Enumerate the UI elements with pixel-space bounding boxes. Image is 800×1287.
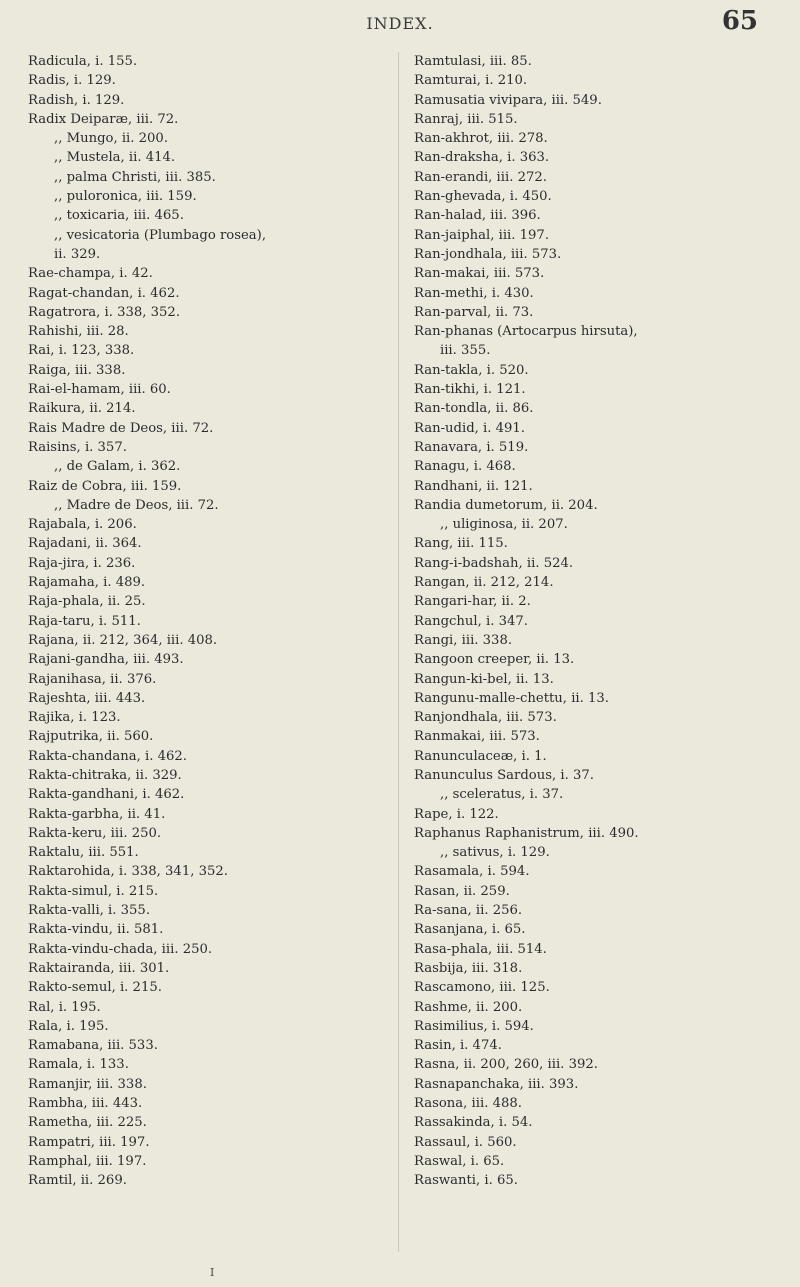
index-entry: ii. 329. bbox=[54, 246, 101, 262]
index-entry: Rasna, ii. 200, 260, iii. 392. bbox=[414, 1057, 598, 1073]
index-entry: Rasin, i. 474. bbox=[414, 1038, 502, 1054]
index-entry: Radicula, i. 155. bbox=[28, 54, 138, 69]
index-entry: Rangari-har, ii. 2. bbox=[414, 594, 531, 610]
index-entry: Rajamaha, i. 489. bbox=[28, 575, 146, 591]
index-entry: Raktarohida, i. 338, 341, 352. bbox=[28, 864, 228, 880]
index-entry: Ran-halad, iii. 396. bbox=[414, 208, 541, 224]
index-entry: Rambha, iii. 443. bbox=[28, 1096, 143, 1112]
index-entry: Rassaul, i. 560. bbox=[414, 1134, 517, 1150]
index-entry: Rakta-vindu, ii. 581. bbox=[28, 922, 164, 938]
index-entry: Radish, i. 129. bbox=[28, 92, 125, 108]
index-entry: Raisins, i. 357. bbox=[28, 439, 127, 455]
index-entry: Raja-phala, ii. 25. bbox=[28, 594, 146, 610]
index-entry: Rajanihasa, ii. 376. bbox=[28, 671, 157, 687]
index-entry: Rangunu-malle-chettu, ii. 13. bbox=[414, 690, 609, 706]
index-entry: Rasona, iii. 488. bbox=[414, 1096, 522, 1112]
index-entry: Ran-udid, i. 491. bbox=[414, 420, 525, 436]
index-entry: Rang, iii. 115. bbox=[414, 536, 508, 552]
index-column-left bbox=[28, 52, 378, 1191]
index-entry: Ran-takla, i. 520. bbox=[414, 362, 529, 378]
index-entry: Raswal, i. 65. bbox=[414, 1153, 505, 1169]
index-entry: Rangoon creeper, ii. 13. bbox=[414, 652, 575, 668]
index-entry: Raswanti, i. 65. bbox=[414, 1173, 518, 1189]
index-entry: Rashme, ii. 200. bbox=[414, 999, 523, 1015]
index-entry: Ramturai, i. 210. bbox=[414, 73, 528, 89]
index-entry: Rascamono, iii. 125. bbox=[414, 980, 550, 996]
index-entry: Rasimilius, i. 594. bbox=[414, 1018, 534, 1034]
index-entry: Ranunculaceæ, i. 1. bbox=[414, 748, 547, 764]
signature-mark: I bbox=[210, 1266, 215, 1279]
index-entry: Rasbija, iii. 318. bbox=[414, 960, 523, 976]
index-entry: Rajana, ii. 212, 364, iii. 408. bbox=[28, 632, 218, 648]
index-entry: Ran-akhrot, iii. 278. bbox=[414, 131, 548, 147]
index-entry: Rakta-garbha, ii. 41. bbox=[28, 806, 166, 822]
index-entry: Randia dumetorum, ii. 204. bbox=[414, 497, 598, 513]
index-entry: Ran-draksha, i. 363. bbox=[414, 150, 550, 166]
index-entry: Rasanjana, i. 65. bbox=[414, 922, 526, 938]
index-entry: ,, de Galam, i. 362. bbox=[54, 459, 181, 475]
index-entry: Rajeshta, iii. 443. bbox=[28, 690, 146, 706]
index-entry: Rangan, ii. 212, 214. bbox=[414, 575, 554, 591]
index-entry: Ramtulasi, iii. 85. bbox=[414, 54, 532, 69]
index-entry: Ranavara, i. 519. bbox=[414, 439, 529, 455]
index-entry: Ranagu, i. 468. bbox=[414, 459, 516, 475]
index-entry: Rala, i. 195. bbox=[28, 1018, 109, 1034]
index-entry: ,, Madre de Deos, iii. 72. bbox=[54, 497, 219, 513]
page-number: 65 bbox=[721, 6, 758, 36]
index-entry: Ran-jondhala, iii. 573. bbox=[414, 246, 562, 262]
index-entry: Rais Madre de Deos, iii. 72. bbox=[28, 420, 214, 436]
index-entry: Rasa-phala, iii. 514. bbox=[414, 941, 547, 957]
index-entry: Rangchul, i. 347. bbox=[414, 613, 528, 629]
index-entry: Ran-jaiphal, iii. 197. bbox=[414, 227, 550, 243]
index-entry: Ran-makai, iii. 573. bbox=[414, 266, 545, 282]
index-entry: Rajika, i. 123. bbox=[28, 710, 121, 726]
index-entry: Randhani, ii. 121. bbox=[414, 478, 533, 494]
index-entry: Ran-tondla, ii. 86. bbox=[414, 401, 534, 417]
index-entry: Rakta-simul, i. 215. bbox=[28, 883, 159, 899]
index-entry: Rajadani, ii. 364. bbox=[28, 536, 142, 552]
index-entry: Rakta-chitraka, ii. 329. bbox=[28, 767, 182, 783]
index-entry: Rahishi, iii. 28. bbox=[28, 324, 129, 340]
index-entry: Raja-taru, i. 511. bbox=[28, 613, 141, 629]
index-entry: Ramtil, ii. 269. bbox=[28, 1173, 127, 1189]
index-entry: Rakta-chandana, i. 462. bbox=[28, 748, 187, 764]
column-divider bbox=[398, 52, 399, 1252]
index-entry: Rakto-semul, i. 215. bbox=[28, 980, 162, 996]
index-entry: Ramabana, iii. 533. bbox=[28, 1038, 158, 1054]
index-entry: Radix Deiparæ, iii. 72. bbox=[28, 111, 179, 127]
index-entry: Ran-parval, ii. 73. bbox=[414, 304, 534, 320]
index-entry: ,, vesicatoria (Plumbago rosea), bbox=[54, 227, 267, 243]
index-entry: Ramanjir, iii. 338. bbox=[28, 1076, 147, 1092]
index-entry: Raikura, ii. 214. bbox=[28, 401, 136, 417]
index-entry: Ramala, i. 133. bbox=[28, 1057, 129, 1073]
index-entry: Rajani-gandha, iii. 493. bbox=[28, 652, 184, 668]
index-entry: ,, palma Christi, iii. 385. bbox=[54, 169, 216, 185]
index-entry: Rangi, iii. 338. bbox=[414, 632, 513, 648]
page-header-title: INDEX. bbox=[366, 14, 434, 33]
index-entry: ,, toxicaria, iii. 465. bbox=[54, 208, 184, 224]
index-entry: Rae-champa, i. 42. bbox=[28, 266, 153, 282]
index-entry: ,, Mungo, ii. 200. bbox=[54, 131, 169, 147]
index-entry: Radis, i. 129. bbox=[28, 73, 116, 89]
index-entry: Ramphal, iii. 197. bbox=[28, 1153, 147, 1169]
index-entry: Raja-jira, i. 236. bbox=[28, 555, 136, 571]
index-entry: Rang-i-badshah, ii. 524. bbox=[414, 555, 574, 571]
index-entry: ,, Mustela, ii. 414. bbox=[54, 150, 176, 166]
index-entry: Rape, i. 122. bbox=[414, 806, 499, 822]
index-entry: Rampatri, iii. 197. bbox=[28, 1134, 150, 1150]
index-entry: Rai-el-hamam, iii. 60. bbox=[28, 382, 171, 398]
index-entry: Rakta-keru, iii. 250. bbox=[28, 825, 162, 841]
index-entry: Ranmakai, iii. 573. bbox=[414, 729, 540, 745]
index-entry: Ran-methi, i. 430. bbox=[414, 285, 534, 301]
index-entry: ,, uliginosa, ii. 207. bbox=[440, 517, 568, 533]
index-entry: ,, sceleratus, i. 37. bbox=[440, 787, 564, 803]
index-entry: Rakta-vindu-chada, iii. 250. bbox=[28, 941, 213, 957]
index-entry: Ran-ghevada, i. 450. bbox=[414, 189, 552, 205]
index-entry: Raiga, iii. 338. bbox=[28, 362, 126, 378]
index-entry: Rasamala, i. 594. bbox=[414, 864, 530, 880]
index-entry: ,, puloronica, iii. 159. bbox=[54, 189, 197, 205]
index-entry: Rai, i. 123, 338. bbox=[28, 343, 135, 359]
index-entry: Rajabala, i. 206. bbox=[28, 517, 137, 533]
index-entry: Rakta-valli, i. 355. bbox=[28, 903, 151, 919]
index-entry: Ragat-chandan, i. 462. bbox=[28, 285, 180, 301]
index-entry: Rajputrika, ii. 560. bbox=[28, 729, 154, 745]
index-entry: Rangun-ki-bel, ii. 13. bbox=[414, 671, 554, 687]
index-entry: Rasan, ii. 259. bbox=[414, 883, 510, 899]
index-entry: Ranraj, iii. 515. bbox=[414, 111, 518, 127]
index-entry: Ranjondhala, iii. 573. bbox=[414, 710, 557, 726]
index-entry: Ran-tikhi, i. 121. bbox=[414, 382, 526, 398]
index-entry: Ral, i. 195. bbox=[28, 999, 101, 1015]
index-entry: Ran-phanas (Artocarpus hirsuta), bbox=[414, 324, 638, 340]
index-entry: Raphanus Raphanistrum, iii. 490. bbox=[414, 825, 639, 841]
index-entry: Ra-sana, ii. 256. bbox=[414, 903, 523, 919]
index-entry: Ranunculus Sardous, i. 37. bbox=[414, 767, 594, 783]
index-entry: Raktairanda, iii. 301. bbox=[28, 960, 170, 976]
index-entry: Rasnapanchaka, iii. 393. bbox=[414, 1076, 579, 1092]
index-entry: Ragatrora, i. 338, 352. bbox=[28, 304, 181, 320]
index-entry: Raktalu, iii. 551. bbox=[28, 845, 139, 861]
index-entry: iii. 355. bbox=[440, 343, 491, 359]
index-column-right bbox=[414, 52, 782, 1191]
index-entry: ,, sativus, i. 129. bbox=[440, 845, 550, 861]
index-entry: Rametha, iii. 225. bbox=[28, 1115, 147, 1131]
index-entry: Raiz de Cobra, iii. 159. bbox=[28, 478, 182, 494]
index-entry: Ramusatia vivipara, iii. 549. bbox=[414, 92, 602, 108]
index-entry: Rassakinda, i. 54. bbox=[414, 1115, 533, 1131]
index-entry: Rakta-gandhani, i. 462. bbox=[28, 787, 185, 803]
index-entry: Ran-erandi, iii. 272. bbox=[414, 169, 547, 185]
